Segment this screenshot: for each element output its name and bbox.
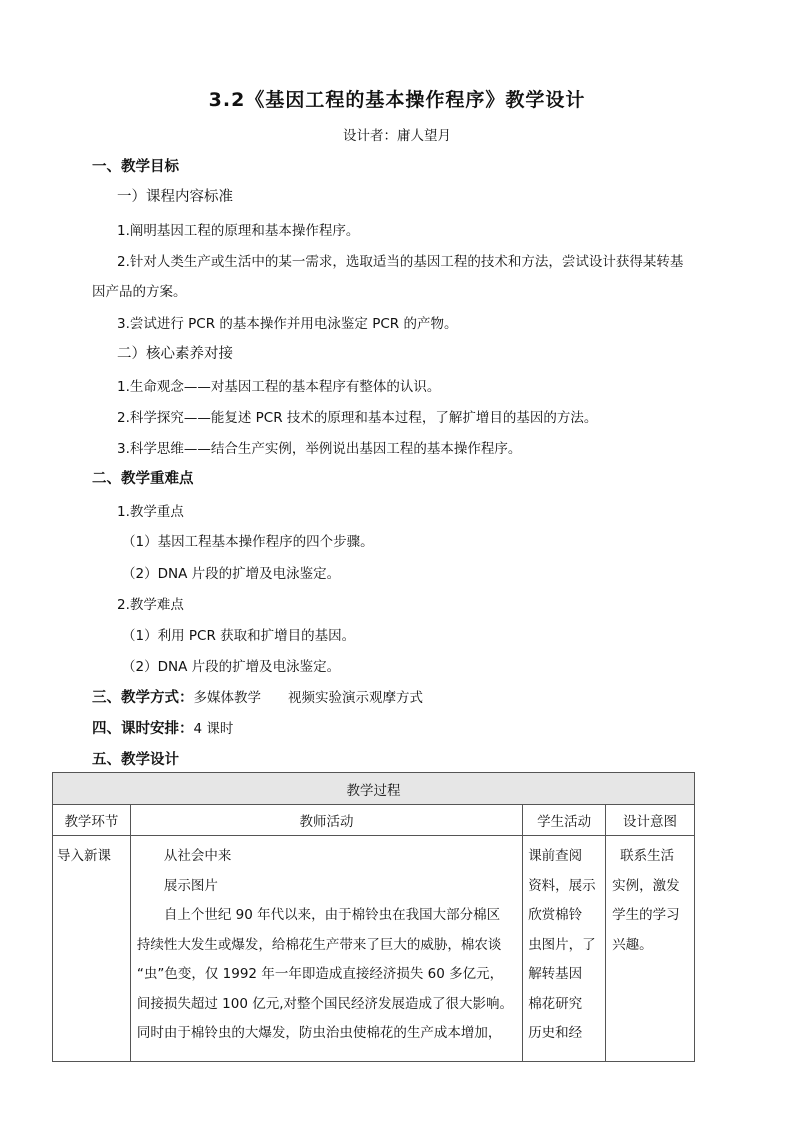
key-point-item: （2）DNA 片段的扩增及电泳鉴定。 xyxy=(122,659,341,675)
student-line: 虫图片，了 xyxy=(528,936,596,953)
student-activity-cell xyxy=(523,836,606,1062)
table-caption-row xyxy=(53,773,695,805)
column-header: 教师活动 xyxy=(130,805,522,836)
table-row xyxy=(53,836,695,1062)
competency-item: 2.科学探究——能复述 PCR 技术的原理和基本过程，了解扩增目的基因的方法。 xyxy=(117,410,598,426)
schedule-line xyxy=(92,717,233,738)
intent-line: 联系生活 xyxy=(620,848,675,864)
subheading-core-competencies: 二）核心素养对接 xyxy=(117,346,233,362)
student-line: 资料，展示 xyxy=(528,877,596,894)
subheading-curriculum-standards: 一）课程内容标准 xyxy=(117,189,233,205)
section-heading-schedule: 四、课时安排： xyxy=(92,721,194,737)
column-header: 学生活动 xyxy=(523,805,606,836)
key-point-item: 2.教学难点 xyxy=(117,597,184,613)
key-point-item: （2）DNA 片段的扩增及电泳鉴定。 xyxy=(122,566,341,582)
table-header-row xyxy=(53,805,695,836)
key-point-item: （1）基因工程基本操作程序的四个步骤。 xyxy=(122,534,374,550)
intent-line: 实例，激发 xyxy=(612,877,680,894)
table-caption: 教学过程 xyxy=(53,773,695,805)
section-heading-objectives: 一、教学目标 xyxy=(92,159,179,175)
design-intent-cell xyxy=(606,836,695,1062)
intent-line: 学生的学习 xyxy=(612,907,680,923)
column-header: 教学环节 xyxy=(53,805,131,836)
teacher-line: 持续性大发生或爆发，给棉花生产带来了巨大的威胁，棉农谈 xyxy=(136,936,502,953)
student-line: 课前查阅 xyxy=(528,848,583,864)
teacher-line: “虫”色变，仅 1992 年一年即造成直接经济损失 60 多亿元， xyxy=(136,966,504,982)
teaching-process-table xyxy=(52,772,695,1062)
objective-item: 3.尝试进行 PCR 的基本操作并用电泳鉴定 PCR 的产物。 xyxy=(117,316,458,332)
key-point-item: 1.教学重点 xyxy=(117,504,184,520)
schedule-value: 4 课时 xyxy=(193,721,234,737)
key-point-item: （1）利用 PCR 获取和扩增目的基因。 xyxy=(122,628,356,644)
stage-cell xyxy=(53,836,131,1062)
teacher-line: 间接损失超过 100 亿元,对整个国民经济发展造成了很大影响。 xyxy=(136,995,514,1012)
stage-label: 导入新课 xyxy=(57,848,111,864)
competency-item: 1.生命观念——对基因工程的基本程序有整体的认识。 xyxy=(117,379,441,395)
teacher-activity-cell xyxy=(130,836,522,1062)
objective-item: 1.阐明基因工程的原理和基本操作程序。 xyxy=(117,223,360,239)
teaching-method-value: 多媒体教学 视频实验演示观摩方式 xyxy=(193,690,423,706)
column-header: 设计意图 xyxy=(606,805,695,836)
objective-item-continued: 因产品的方案。 xyxy=(92,284,187,300)
teacher-line: 展示图片 xyxy=(163,877,218,894)
document-title: 3.2《基因工程的基本操作程序》教学设计 xyxy=(208,89,586,111)
section-heading-key-points: 二、教学重难点 xyxy=(92,471,194,487)
intent-line: 兴趣。 xyxy=(612,936,653,953)
section-heading-method: 三、教学方式： xyxy=(92,690,194,706)
teacher-line: 自上个世纪 90 年代以来，由于棉铃虫在我国大部分棉区 xyxy=(163,907,501,923)
teacher-line: 同时由于棉铃虫的大爆发，防虫治虫使棉花的生产成本增加， xyxy=(136,1025,502,1041)
teaching-method-line xyxy=(92,686,423,707)
objective-item: 2.针对人类生产或生活中的某一需求，选取适当的基因工程的技术和方法，尝试设计获得某转基 xyxy=(117,254,684,270)
student-line: 历史和经 xyxy=(528,1025,583,1041)
section-heading-design: 五、教学设计 xyxy=(92,752,179,768)
student-line: 解转基因 xyxy=(528,966,583,982)
teacher-line: 从社会中来 xyxy=(163,848,232,864)
student-line: 欣赏棉铃 xyxy=(528,907,583,923)
competency-item: 3.科学思维——结合生产实例，举例说出基因工程的基本操作程序。 xyxy=(117,441,522,457)
author-line: 设计者：庸人望月 xyxy=(343,128,451,144)
student-line: 棉花研究 xyxy=(528,995,583,1012)
